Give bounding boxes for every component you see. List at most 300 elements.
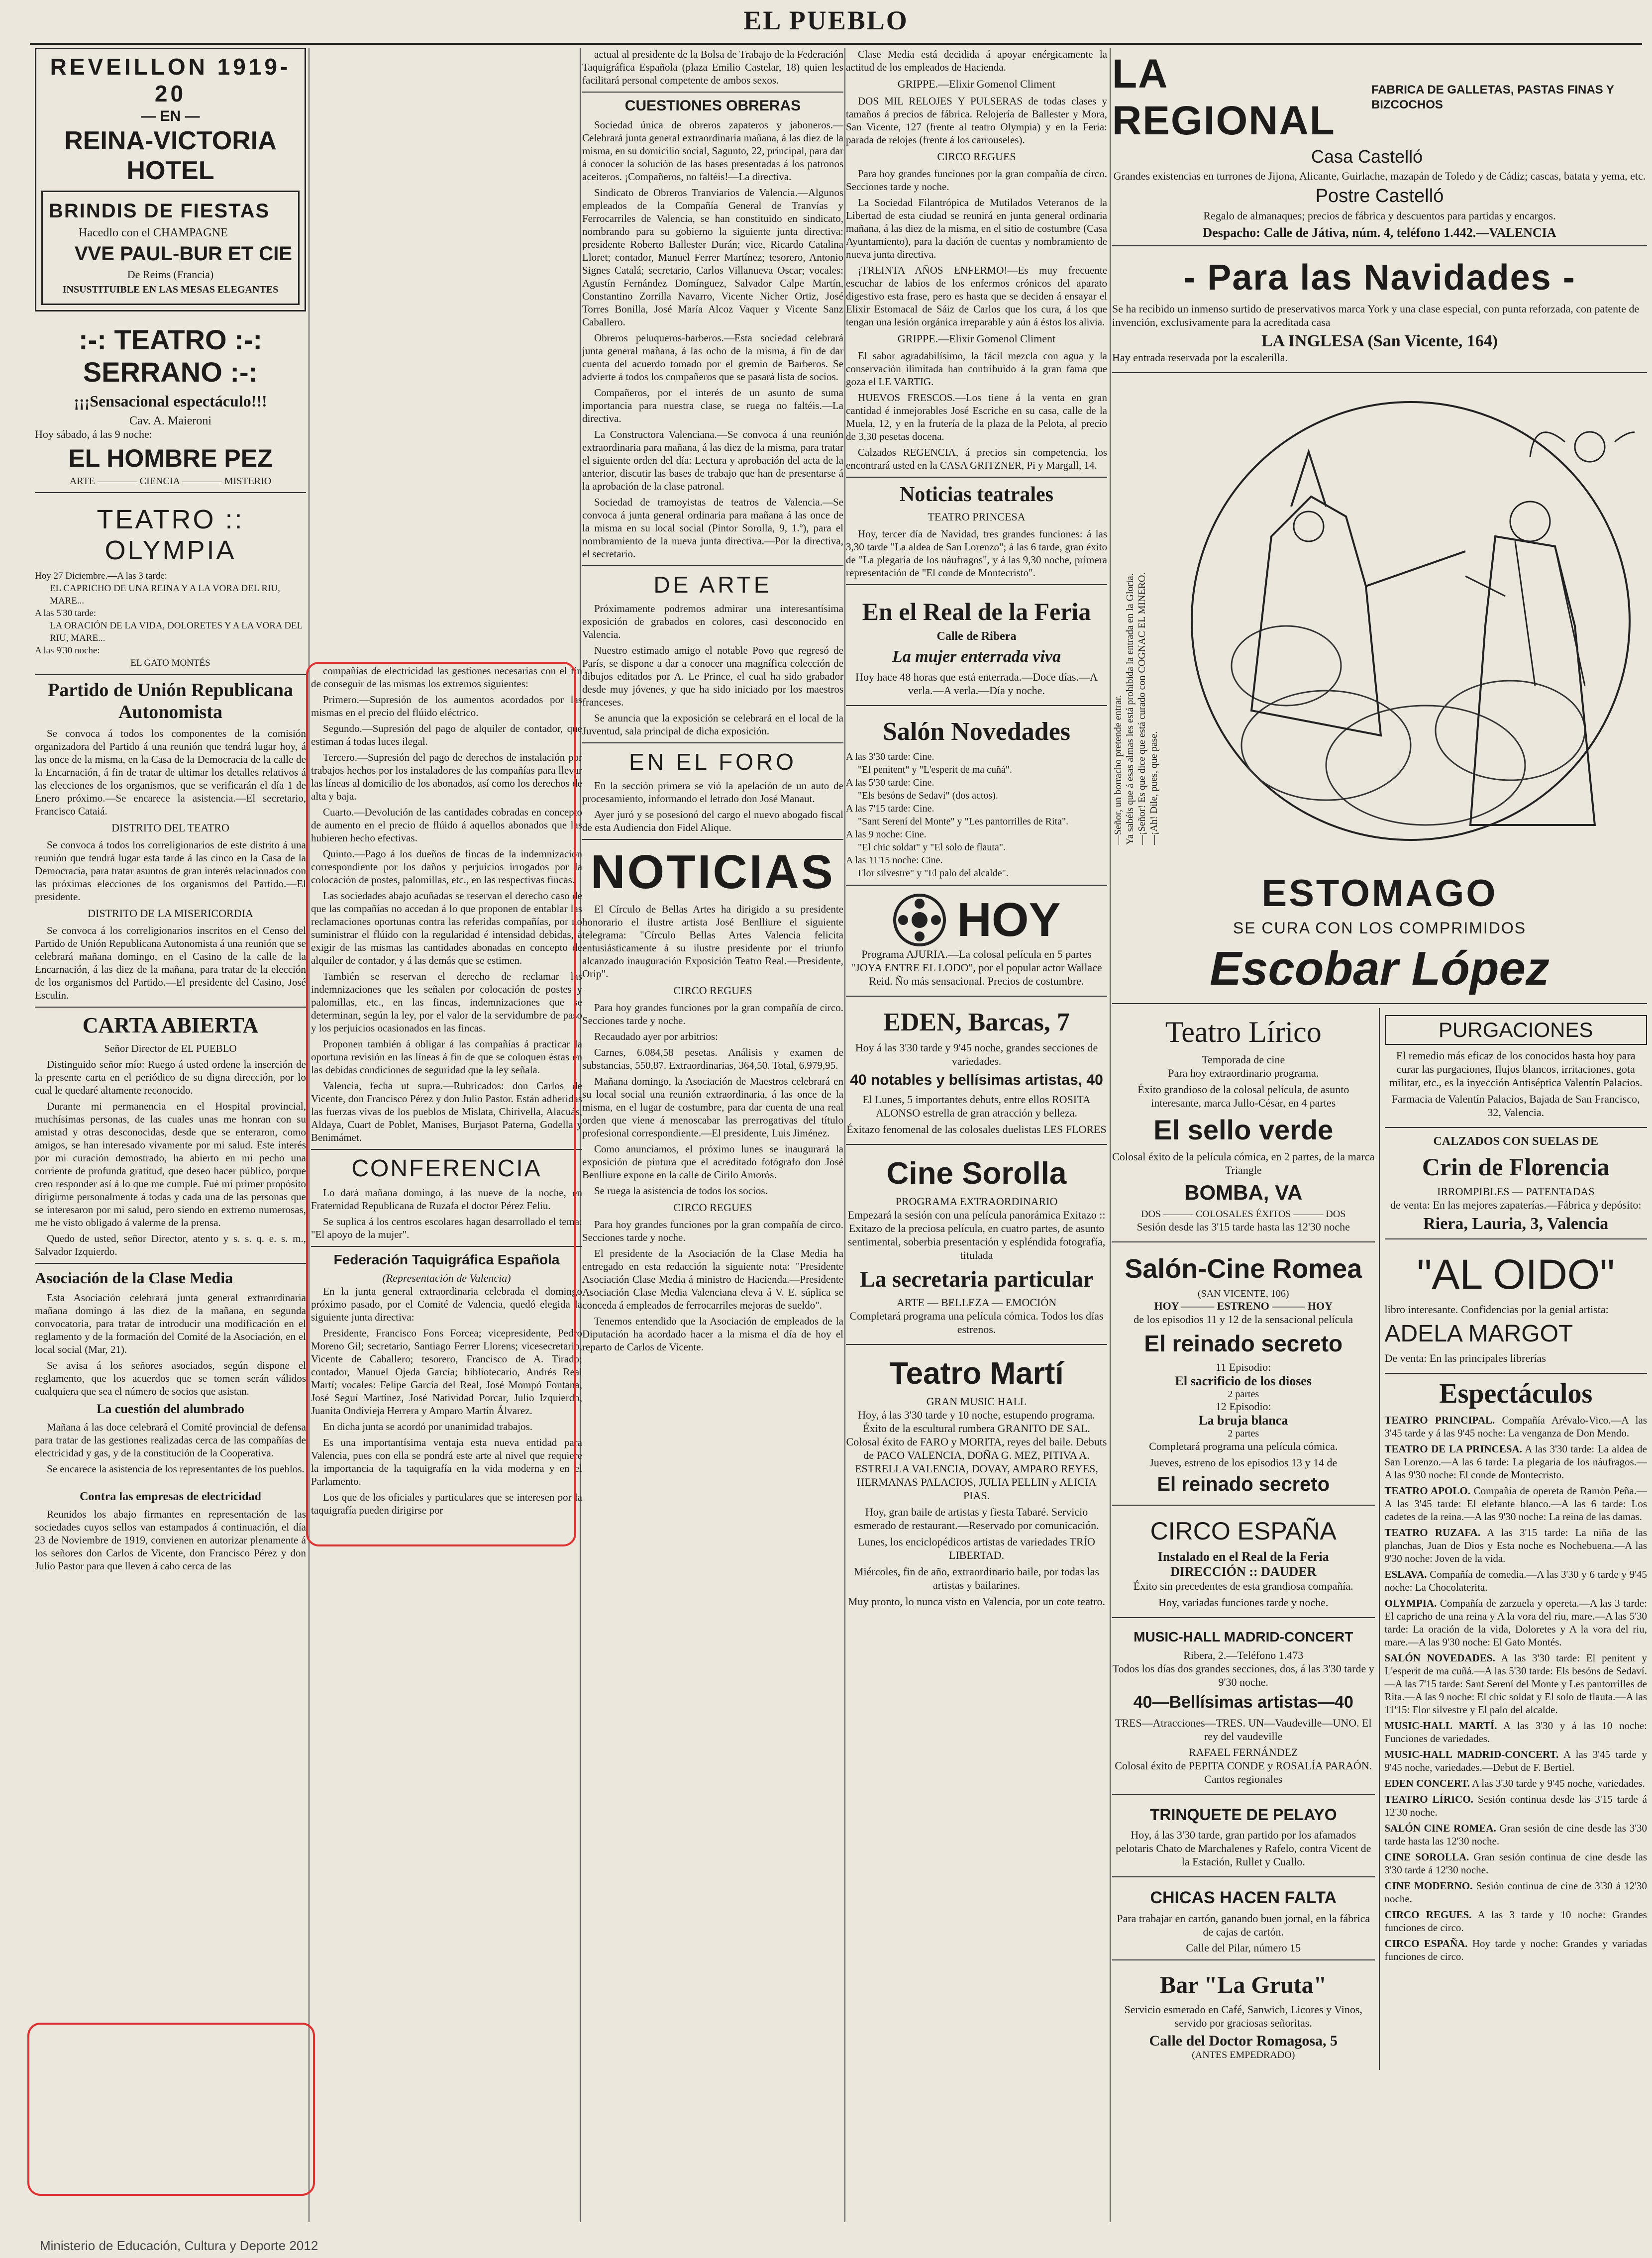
paragraph: Hay entrada reservada por la escalerilla. [1112,351,1288,364]
paragraph: En la sección primera se vió la apelación de un auto de procesamiento, informando el letrado don José Manaut. [582,780,843,805]
asociacion-heading: Asociación de la Clase Media [35,1269,233,1287]
gruta-addr: Calle del Doctor Romagosa, 5 [1149,2033,1338,2049]
separator [35,1007,306,1008]
separator [582,839,843,840]
footer-credit: Ministerio de Educación, Cultura y Deporte 2012 [40,2238,318,2253]
gruta-ant: (ANTES EMPEDRADO) [1192,2050,1295,2060]
hacedlo-text: Hacedlo con el CHAMPAGNE [79,226,228,239]
paragraph: Grandes existencias en turrones de Jijona, Alicante, Guirlache, mazapán de Toledo y de Cádiz; cascas, batata y yema, etc. [1113,170,1646,182]
navidades-heading: - Para las Navidades - [1183,258,1576,298]
espectaculo-text: Compañía de comedia.—A las 3'30 y 6 tarde y 9'45 noche: La Chocolaterita. [1384,1568,1647,1593]
real-feria-sub: Calle de Ribera [936,630,1017,643]
al-oido-ad [1385,1243,1648,1374]
espectaculo-item [1385,1908,1648,1934]
paragraph: Hoy, tercer día de Navidad, tres grandes funciones: á las 3,30 tarde "La aldea de San Lorenzo"; á las 6 tarde, gran éxito de "La plegaria de los náufragos", y á las 9,30 noche, primera representación de "El conde de Montecristo". [846,528,1107,579]
romea-episode: 12 Episodio: [1215,1400,1271,1413]
paragraph: Las sociedades abajo acuñadas se reservan el derecho caso de que las compañías no accedan á lo que proponen de entablar las reclamaciones oportunas contra las referidas compañías, por no suministrar el flúido con la regularidad é intensidad debidas, á exigir de las mismas las cantidades abonadas en concepto de alquiler de contador, y á las demás que se estimen. [311,890,582,966]
espectaculo-text: A las 3'15 tarde: La niña de las planchas, Juan de Dios y Esta noche es Nochebuena.—A las 9'30 noche: Joven de la vida. [1384,1527,1647,1564]
paragraph: Primero.—Supresión de los aumentos acordados por las mismas en el precio del flúido eléctrico. [311,694,582,718]
espectaculo-name: TEATRO RUZAFA. [1384,1527,1481,1539]
paragraph: Se suplica á los centros escolares hagan desarrollado el tema: "El apoyo de la mujer". [311,1216,582,1240]
novedades-line: A las 7'15 tarde: Cine. [846,803,934,814]
illustration-caption [1112,407,1160,845]
espectaculo-item [1385,1414,1648,1439]
paragraph: Próximamente podremos admirar una interesantísima exposición de grabados en colores, casi desconocido en Valencia. [582,603,843,640]
lirico-sub: Temporada de cine [1202,1053,1285,1066]
separator [582,742,843,743]
espectaculo-item [1385,1748,1648,1774]
romea-title-2: El reinado secreto [1157,1473,1330,1495]
obreras-heading: CUESTIONES OBRERAS [624,98,801,114]
espectaculo-text: A las 3'30 y á las 10 noche: Funciones de variedades. [1384,1720,1647,1745]
subheading: DISTRITO DEL TEATRO [111,821,229,834]
romea-title: El reinado secreto [1144,1331,1343,1356]
espectaculos-items [1385,1414,1648,1963]
serrano-hoy: Hoy sábado, á las 9 noche: [35,428,152,440]
paragraph: El Círculo de Bellas Artes ha dirigido a su presidente honorario el ilustre artista José Benlliure el siguiente telegrama: "Círculo Bellas Artes Valencia felicita entusiásticamente á su ilustre presidente por el triunfo alcanzado inauguración Exposición Teatro Real.—Presidente, Orip". [582,903,843,980]
paragraph: HUEVOS FRESCOS.—Los tiene á la venta en gran cantidad é inmejorables José Escriche en su casa, calle de la Muela, 12, y en la frutería de la plaza de la Pelota, al precio de 3,30 pesetas docena. [846,392,1107,442]
paragraph: La Sociedad Filantrópica de Mutilados Veteranos de la Libertad de esta ciudad se reunirá en junta general ordinaria mañana, á las diez de la misma, en el sitio de costumbre (Casa Ayuntamiento), para la dación de cuentas y nombramiento de nueva junta directiva. [846,197,1107,260]
calzados-brand: Crin de Florencia [1422,1153,1610,1181]
novedades-line: "El chic soldat" y "El solo de flauta". [858,842,1006,853]
romea-hoy: HOY ——— ESTRENO ——— HOY [1154,1300,1333,1312]
lirico-heading: Teatro Lírico [1165,1016,1322,1048]
madrid-concert-heading: MUSIC-HALL MADRID-CONCERT [1134,1629,1353,1644]
hoy-ad [846,890,1107,997]
paragraph: Muy pronto, lo nunca visto en Valencia, por un cote teatro. [847,1595,1106,1608]
teatro-lirico-ad [1112,1008,1375,1242]
paragraph: Proponen también á obligar á las compañías á practicar la oportuna revisión en las líneas á fin de que se coloquen éstas en las debidas condiciones de seguridad que la ley señala. [311,1038,582,1076]
subheading: CIRCO REGUES [673,984,752,997]
paragraph: Para hoy grandes funciones por la gran compañía de circo. Secciones tarde y noche. [582,1002,843,1026]
noticias-teatrales [846,483,1107,579]
paragraph: Quinto.—Pago á los dueños de fincas de la indemnización correspondiente por los daños y perjuicios irrogados por la colocación de postes, palomillas, etc., en las respectivas fincas. [311,848,582,886]
col5-right [1385,1008,1648,2070]
olympia-title: TEATRO :: OLYMPIA [97,505,244,565]
romea-episode-parts: 2 partes [1228,1428,1259,1439]
calzados-heading: CALZADOS CON SUELAS DE [1433,1135,1598,1148]
paragraph: Mañana domingo, la Asociación de Maestros celebrará en su local social una reunión extraordinaria, á las once de la misma, en el lugar de costumbre, para dar cuenta de una real orden que viene á menoscabar las prerrogativas del título profesional correspondiente.—El presidente, Luis Jiménez. [582,1075,843,1139]
espectaculo-text: A las 3'30 tarde: La aldea de San Lorenzo.—A las 6 tarde: La plegaria de los náufragos.—A las 9'30 noche: El conde de Montecristo. [1384,1443,1647,1481]
paragraph: Sociedad única de obreros zapateros y jaboneros.—Celebrará junta general extraordinaria mañana, á las diez de la misma, en su domicilio social, Sagunto, 22, principal, para dar á conocer la solución de las bases presentadas á los patronos aceiteros. ¡Compañeros, no faltéis!—La directiva. [582,119,843,183]
romea-episode-title: La bruja blanca [1199,1413,1288,1428]
paragraph: TRES—Atracciones—TRES. UN—Vaudeville—UNO. El rey del vaudeville [1115,1717,1372,1743]
champagne-brand: VVE PAUL-BUR ET CIE [74,243,292,265]
paragraph: Es una importantísima ventaja esta nueva entidad para Valencia, pues con ella se pondrá este arte al nivel que requiere la importancia de la taquigrafía en la vida moderna y en el Parlamento. [311,1437,582,1487]
trinquete-heading: TRINQUETE DE PELAYO [1149,1806,1337,1824]
taquigrafica-sub: (Representación de Valencia) [382,1272,511,1284]
col4-content [846,48,1107,472]
paragraph: Se avisa á los señores asociados, según dispone el reglamento, que los acuerdos que se tomen serán válidos cualquiera que sea el número de socios que asistan. [35,1359,306,1397]
paragraph: Farmacia de Valentín Palacios, Bajada de San Francisco, 32, Valencia. [1391,1093,1640,1119]
paragraph: Sindicato de Obreros Tranviarios de Valencia.—Algunos empleados de la Compañía General de Tranvías y Ferrocarriles de Valencia, se han constituido en sindicato, nombrando para su gobierno la siguiente junta directiva: presidente Roberto Ballester Durán; vice, Ricardo Catalina Lloret; contador, Manuel Ferrer Martínez; tesorero, Antonio Signes Catalá; secretario, Carlos Villanueva Oscar; vocales: Agustín Fernández Domínguez, Salvador Calpe Martín, Constantino Zorrilla Navarro, Vicente Nicher Ortiz, José Torres Bonilla, José María Alcoz Vaquer y Vicente Sanz Caballero. [582,187,843,328]
caption-line: —¡Ah! Dile, pues, que pase. [1148,731,1159,845]
real-feria-heading: En el Real de la Feria [862,598,1091,625]
novedades-line: Flor silvestre" y "El palo del alcalde". [858,868,1009,879]
paragraph: Señor Director de EL PUEBLO [104,1042,237,1054]
gloria-drawing [1187,387,1635,855]
separator [582,92,843,93]
caption-line: —Señor, un borracho pretende entrar. [1113,695,1124,845]
paragraph: En dicha junta se acordó por unanimidad trabajos. [323,1421,533,1433]
espectaculo-item [1385,1568,1648,1594]
paragraph: Valencia, fecha ut supra.—Rubricados: don Carlos de Vicente, don Francisco Pérez y don Julio Pastor. Están adheridas las fuerzas vivas de los pueblos de Mislata, Chirivella, Alacuás, Aldaya, Cuart de Poblet, Manises, Burjasot Paterna, Godella y Benimámet. [311,1080,582,1143]
noticias-heading: NOTICIAS [591,845,835,899]
champagne-origin: De Reims (Francia) [127,268,214,281]
partido-heading: Partido de Unión Republicana Autonomista [47,680,294,722]
espectaculo-item [1385,1879,1648,1905]
serrano-author: Cav. A. Maieroni [129,414,212,427]
espectaculo-text: A las 3 tarde y 10 noche: Grandes funciones de circo. [1384,1909,1647,1934]
espectaculo-item [1385,1526,1648,1565]
arte-heading: DE ARTE [653,572,772,598]
eden-ad [846,1001,1107,1145]
paragraph: Hoy hace 48 horas que está enterrada.—Doce días.—A verla.—A verla.—Día y noche. [855,671,1098,697]
separator [846,584,1107,585]
paragraph: DOS MIL RELOJES Y PULSERAS de todas clases y tamaños á precios de fábrica. Relojería de Ballester y Mora, San Vicente, 127 (frente al teatro Olympia) y en la Feria: parada de relojes (frente á los carrouseles). [846,95,1107,146]
teatro-serrano-ad [35,318,306,493]
paragraph: Nuestro estimado amigo el notable Povo que regresó de París, se dispone a dar a conocer una magnífica colección de dibujos editados por A. Le Prince, el cual ha sido grabador desde muy jóvenes, y que ha sido iniciado por los maestros franceses. [582,644,843,708]
col5-left [1112,1008,1380,2070]
espectaculos-list [1385,1378,1648,1963]
chicas-ad [1112,1881,1375,1960]
sorolla-title: La secretaria particular [859,1266,1094,1292]
madrid-concert-ad [1112,1622,1375,1795]
chicas-heading: CHICAS HACEN FALTA [1150,1888,1337,1907]
al-oido-heading: "AL OIDO" [1417,1251,1615,1298]
champagne-tagline: INSUSTITUIBLE EN LAS MESAS ELEGANTES [62,284,279,295]
al-oido-name: ADELA MARGOT [1384,1321,1573,1347]
cognac-illustration [1112,377,1647,865]
paragraph: Éxitazo fenomenal de las colosales duelistas LES FLORES [846,1123,1107,1135]
paragraph: Quedo de usted, señor Director, atento y s. s. q. e. s. m., Salvador Izquierdo. [35,1232,306,1257]
espectaculos-heading: Espectáculos [1439,1378,1593,1409]
espectaculo-name: ESLAVA. [1384,1568,1427,1580]
madrid-concert-artist: RAFAEL FERNÁNDEZ [1189,1746,1298,1758]
conferencia-heading: CONFERENCIA [351,1155,542,1182]
espectaculo-item [1385,1719,1648,1745]
paragraph: El sabor agradabilísimo, la fácil mezcla con agua y la conservación ilimitada han contribuido á la gran fama que goza el LE VARTIG. [846,350,1107,388]
caption-line: —¡Señor! Es que dice que está curado con COGNAC EL MINERO. [1136,572,1147,845]
paragraph: Colosal éxito de PEPITA CONDE y ROSALÍA PARAÓN. Cantos regionales [1115,1759,1372,1785]
espectaculo-item [1385,1442,1648,1481]
paragraph: Servicio esmerado en Café, Sanwich, Licores y Vinos, servido por graciosas señoritas. [1124,2003,1362,2029]
separator [582,565,843,566]
novedades-line: A las 9 noche: Cine. [846,829,927,840]
espectaculo-name: CINE MODERNO. [1384,1880,1473,1892]
paragraph: actual al presidente de la Bolsa de Trabajo de la Federación Taquigráfica Española (plaza Emilio Castelar, 18) quien les facilitará personal competente de ambos sexos. [582,48,843,86]
espectaculo-text: A las 3'30 tarde y 9'45 noche, variedades. [1472,1777,1645,1789]
espectaculo-text: A las 3'30 tarde: El penitent y L'esperit de ma cuñá.—A las 5'30 tarde: Els besóns de Sedaví.—A las 7'15 tarde: Sant Serení del Monte y Les pantorrilles de Rita.—A las 9 noche: El chic soldat y El solo de flauta.—A las 11'15: Flor silvestre y El palo del alcalde. [1384,1652,1647,1716]
paragraph: El presidente de la Asociación de la Clase Media ha entregado en esta redacción la siguiente nota: "Presidente Asociación Clase Media á ministro de Hacienda.—Presidente Asociación Clase Media Valenciana eleva á V. E. súplica se conceda á empleados de ferrocarriles mejoras de sueldo". [582,1247,843,1311]
espectaculo-text: Compañía de zarzuela y opereta.—A las 3 tarde: El capricho de una reina y A la vora del riu, mare.—A las 5'30 tarde: La oración de la vida, Doloretes y A la vora del riu, mare.—A las 9'30 noche: El Gato Montés. [1384,1597,1647,1648]
marti-sub: GRAN MUSIC HALL [926,1395,1027,1408]
paragraph: Presidente, Francisco Fons Forcea; vicepresidente, Pedro Moreno Gil; secretario, Santiago Ferrer Llorens; vicesecretario, Vicente de Caballero; tesorero, Francisco de A. Tirado; contador, Manuel Ojeda García; bibliotecario, Andrés Real Martí; vocales: Felipe García del Real, José Mompó Fontana, José Seguí Martínez, José Natividad Porcar, Julio Izquierdo, Juanita Ondivieja Herrera y Amparo Martín Álvarez. [311,1327,582,1417]
paragraph: de venta: En las mejores zapaterías.—Fábrica y depósito: [1390,1199,1642,1211]
paragraph: de los episodios 11 y 12 de la sensacional película [1134,1313,1353,1326]
romea-heading: Salón-Cine Romea [1125,1254,1362,1284]
novedades-heading: Salón Novedades [882,718,1071,746]
paragraph: Ayer juró y se posesionó del cargo el nuevo abogado fiscal de esta Audiencia don Fidel Alique. [582,809,843,833]
paragraph: Hoy, gran baile de artistas y fiesta Tabaré. Servicio esmerado de restaurant.—Reservado por comunicación. [854,1506,1099,1532]
asociacion-article [35,1269,306,1572]
novedades-line: A las 11'15 noche: Cine. [846,855,943,866]
novedades-line: A las 3'30 tarde: Cine. [846,751,934,762]
espectaculo-name: CIRCO REGUES. [1384,1909,1472,1921]
salon-romea-ad [1112,1246,1375,1506]
paragraph: Se ruega la asistencia de todos los socios. [594,1185,768,1197]
column-divider [1110,48,1111,2222]
paragraph: Clase Media está decidida á apoyar enérgicamente la actitud de los empleados de Hacienda. [846,48,1107,73]
highlight-box [306,662,576,1546]
espectaculo-text: Sesión continua desde las 3'15 tarde á 12'30 noche. [1384,1793,1647,1818]
paragraph: Se convoca á los correligionarios inscritos en el Censo del Partido de Unión Republicana Autonomista á una reunión que se celebrará mañana domingo, en el Casino de la calle de la Encarnación, á las diez de la mañana, para tratar de la elección de los organismos del Partido.—El presidente del Casino, José Esculin. [35,924,306,1001]
paragraph: Cuarto.—Devolución de las cantidades cobradas en concepto de aumento en el precio de flúido á aquellos abonados que las hubieren hecho efectivas. [311,806,582,844]
calzados-ad [1385,1132,1648,1239]
paragraph: Se convoca á todos los componentes de la comisión organizadora del Partido á una reunión que tendrá lugar hoy, á las once de la misma, en la Casa de la Democracia de la calle de la Encarnación, á fin de tratar de ultimar los detalles relativos á las elecciones de los organismos, que se verificarán el día 1 de Enero próximo.—Se encarece la asistencia.—El secretario, Francisco Cataiá. [35,727,306,817]
romea-episode-title: El sacrificio de los dioses [1175,1374,1312,1388]
paragraph: Durante mi permanencia en el Hospital provincial, muchísimas personas, de las cuales unas me honran con su amistad y otras desconocidas, desde que se enteraron, como amigos, se han interesado vivamente por mi salud. Este interés por mi curación demostrado, ha abierto en mi pecho una corriente de profunda gratitud, que deseo hacer público, porque creo responder así á lo que me cumple. Fué mi primer propósito dirigirme personalmente á todas y cada una de las personas que se interesaron por mi salud, pero siendo en extremo numerosas, me he visto obligado á valerme de la prensa. [35,1100,306,1229]
reveillon-title: REVEILLON 1919-20 [50,54,291,106]
novedades-line: "Els besóns de Sedaví" (dos actos). [858,790,998,801]
col3-content [582,48,843,1353]
paragraph: Se encarece la asistencia de los representantes de los pueblos. [47,1463,305,1475]
espectaculo-name: TEATRO PRINCIPAL. [1384,1414,1495,1426]
espectaculo-name: MUSIC-HALL MARTÍ. [1384,1720,1497,1732]
paragraph: Jueves, estreno de los episodios 13 y 14 de [1149,1456,1338,1469]
espectaculo-text: Compañía Arévalo-Vico.—A las 3'45 tarde y á las 9'45 noche: La venganza de Don Mendo. [1384,1414,1647,1439]
top-rule [30,43,1642,45]
paragraph: En la junta general extraordinaria celebrada el domingo próximo pasado, por el Comité de Valencia, quedó elegida la siguiente junta directiva: [311,1285,582,1323]
trinquete-ad [1112,1799,1375,1877]
espectaculo-name: TEATRO LÍRICO. [1384,1793,1473,1805]
paragraph: Se anuncia que la exposición se celebrará en el local de la Juventud, sala principal de dicha exposición. [582,712,843,737]
paragraph: Regalo de almanaques; precios de fábrica y descuentos para partidas y encargos. [1203,209,1556,222]
column-3 [582,48,843,2218]
subheading: CIRCO REGUES [937,150,1016,163]
espectaculo-text: Gran sesión de cine desde las 3'30 tarde hasta las 12'30 noche. [1384,1822,1647,1847]
espectaculo-name: SALÓN NOVEDADES. [1384,1652,1495,1664]
paragraph: Completará programa una película cómica. [1149,1440,1338,1452]
serrano-tags: ARTE ———— CIENCIA ———— MISTERIO [69,476,272,487]
espectaculo-text: Hoy tarde y noche: Grandes y variadas funciones de circo. [1384,1938,1647,1962]
espectaculo-item [1385,1651,1648,1716]
paragraph: libro interesante. Confidencias por la genial artista: [1384,1303,1609,1316]
paragraph: Recaudado ayer por arbitrios: [594,1030,718,1042]
paragraph: Obreros peluqueros-barberos.—Esta sociedad celebrará junta general mañana, á las ocho de la misma, á fin de dar cuenta del acuerdo tomado por el gremio de Barberos. Se advierte á todos los compañeros que se pasará lista de socios. [582,332,843,383]
circo-dir: DIRECCIÓN :: DAUDER [1170,1564,1317,1579]
paragraph: Se ha recibido un inmenso surtido de preservativos marca York y una clase especial, con punta reforzada, con patente de invención, exclusivamente para la acreditada casa [1112,303,1640,328]
serrano-show: EL HOMBRE PEZ [68,444,273,472]
regional-side: FABRICA DE GALLETAS, PASTAS FINAS Y BIZCOCHOS [1371,83,1614,111]
olympia-line: A las 5'30 tarde: [35,608,97,618]
salon-novedades-ad [846,710,1107,886]
estomago-ad [1112,865,1647,1004]
lirico-bomba: BOMBA, VA [1184,1181,1303,1204]
gruta-heading: Bar "La Gruta" [1160,1972,1327,1998]
paragraph: Hoy, á las 3'30 tarde y 10 noche, estupendo programa. Éxito de la escultural rumbera GRANITO DE SAL. Colosal éxito de FARO y MORITA, reyes del baile. Debuts de PACO VALENCIA, DOÑA G. MEZ, PITIVA A. ESTRELLA VALENCIA, DOVAY, AMPARO REYES, HERMANAS PALACIOS, JULIA PELLIN y ALICIA PIAS. [846,1409,1107,1502]
column-1 [35,48,306,2218]
navidades-ad [1112,250,1647,373]
olympia-line: EL CAPRICHO DE UNA REINA Y A LA VORA DEL RIU, MARE... [50,583,280,606]
paragraph: También se reservan el derecho de reclamar las indemnizaciones que les señalen por colocación de postes y palomillas, etc., en las fincas, indemnizaciones que se determinan, según la ley, por el valor de la servidumbre de paso y los perjuicios ocasionados en las fincas. [311,970,582,1034]
paragraph: Los que de los oficiales y particulares que se interesen por la taquigrafía pueden dirigirse por [311,1491,582,1516]
paragraph: Éxito grandioso de la colosal película, de asunto interesante, marca Jullo-César, en 4 partes [1137,1083,1349,1109]
paragraph: Se convoca á todos los correligionarios de este distrito á una reunión que tendrá lugar esta tarde á las cinco en la Casa de la Democracia, para tratar asuntos de gran interés relacionados con las próximas elecciones de los organismos del Partido.—El presidente. [35,839,306,903]
novedades-line: "Sant Serení del Monte" y "Les pantorrilles de Rita". [858,816,1069,827]
paragraph: Sesión desde las 3'15 tarde hasta las 12'30 noche [1136,1221,1350,1233]
paragraph: Para hoy grandes funciones por la gran compañía de circo. Secciones tarde y noche. [846,168,1107,193]
paragraph: ¡TREINTA AÑOS ENFERMO!—Es muy frecuente escuchar de labios de los enfermos crónicos del aparato digestivo esta frase, pero es hasta que se deciden á ensayar el Elixir Estomacal de Sáiz de Carlos que los cura, á los que tengan una lesión orgánica irreparable y aún á éstos los alivia. [846,264,1107,328]
paragraph: De venta: En las principales librerías [1384,1352,1546,1364]
subheading: GRIPPE.—Elixir Gomenol Climent [897,78,1056,90]
subheading: Contra las empresas de electricidad [80,1490,261,1503]
estomago-sub: SE CURA CON LOS COMPRIMIDOS [1233,919,1527,937]
marti-heading: Teatro Martí [889,1356,1064,1391]
real-feria-ad [846,590,1107,706]
paragraph: Sociedad de tramoyistas de teatros de Valencia.—Se convoca á junta general ordinaria para mañana á las once de la misma en su local social (Pintor Sorolla, 9, 1.º), para el nombramiento de la nueva junta directiva.—Por la directiva, el secretario. [582,496,843,560]
taquigrafica-heading: Federación Taquigráfica Española [333,1252,560,1267]
subheading: GRIPPE.—Elixir Gomenol Climent [897,332,1056,345]
column-divider [844,48,845,2222]
romea-episode: 11 Episodio: [1216,1361,1271,1373]
brindis-heading: BRINDIS DE FIESTAS [49,200,270,222]
paragraph: Carnes, 6.084,58 pesetas. Análisis y examen de substancias, 550,87. Extraordinarias, 364,50. Total, 6.979,95. [582,1046,843,1071]
espectaculo-name: TEATRO APOLO. [1384,1485,1470,1497]
sorolla-tags: ARTE — BELLEZA — EMOCIÓN [896,1296,1057,1309]
espectaculo-item [1385,1822,1648,1847]
espectaculo-name: CIRCO ESPAÑA. [1384,1938,1468,1950]
paragraph: Hoy, á las 3'30 tarde, gran partido por los afamados pelotaris Chato de Marchalenes y Rafelo, contra Vicent de la Estación, Rullet y Cuallo. [1116,1829,1371,1868]
paragraph: Calzados REGENCIA, á precios sin competencia, los encontrará usted en la CASA GRITZNER, Pi y Margall, 14. [846,446,1107,471]
eden-heading: EDEN, Barcas, 7 [883,1008,1070,1036]
regional-heading: LA REGIONAL [1112,51,1336,143]
serrano-title: :-: TEATRO :-: SERRANO :-: [78,324,263,388]
paragraph: Miércoles, fin de año, extraordinario baile, por todas las artistas y bailarines. [853,1565,1099,1591]
caption-line: Ya sabéis que á esas almas les está prohibida la entrada en la Gloria. [1125,573,1136,845]
partido-article [35,679,306,1002]
romea-episode-parts: 2 partes [1228,1389,1259,1400]
subheading: DISTRITO DE LA MISERICORDIA [88,907,253,920]
olympia-line: Hoy 27 Diciembre.—A las 3 tarde: [35,571,167,581]
paragraph: Compañeros, por el interés de un asunto de suma importancia para nuestra clase, se ruega no faltéis.—La directiva. [582,387,843,424]
highlight-box [27,2023,315,2196]
olympia-line: A las 9'30 noche: [35,645,100,656]
paragraph: Mañana á las doce celebrará el Comité provincial de defensa para tratar de las gestiones realizadas cerca de las compañías de electricidad y gas, y de la constitución de la Cooperativa. [35,1421,306,1459]
calzados-sub: IRROMPIBLES — PATENTADAS [1437,1185,1595,1198]
paragraph: Hoy, variadas funciones tarde y noche. [1158,1596,1329,1609]
olympia-line: LA ORACIÓN DE LA VIDA, DOLORETES Y A LA VORA DEL RIU, MARE... [50,620,303,643]
champagne-ad [41,191,300,305]
paragraph: Tercero.—Supresión del pago de derechos de instalación por trabajos hechos por los instaladores de las compañías para llevar las líneas al domicilio de los abonados, así como los derechos de alta y baja. [311,751,582,802]
circo-heading: CIRCO ESPAÑA [1150,1517,1337,1545]
estomago-brand: Escobar López [1210,942,1549,995]
cine-sorolla-ad [846,1149,1107,1345]
film-reel-icon [892,893,947,947]
paragraph: Éxito sin precedentes de esta grandiosa compañía. [1133,1580,1353,1592]
paragraph: Lunes, los enciclopédicos artistas de variedades TRÍO LIBERTAD. [858,1536,1095,1561]
espectaculo-name: TEATRO DE LA PRINCESA. [1384,1443,1522,1455]
paragraph: Programa AJURIA.—La colosal película en 5 partes "JOYA ENTRE EL LODO", por el popular actor Wallace Reid. Ño más sensacional. Precios de costumbre. [851,948,1102,987]
subheading: TEATRO PRINCESA [928,511,1026,523]
espectaculo-text: Sesión continua de cine de 3'30 á 12'30 noche. [1384,1880,1647,1905]
madrid-concert-sub: Ribera, 2.—Teléfono 1.473 [1183,1649,1304,1661]
paragraph: Para trabajar en cartón, ganando buen jornal, en la fábrica de cajas de cartón. [1117,1912,1370,1938]
regional-despacho: Despacho: Calle de Játiva, núm. 4, teléfono 1.442.—VALENCIA [1203,225,1556,240]
espectaculo-item [1385,1484,1648,1523]
purgaciones-ad [1385,1008,1648,1128]
chicas-addr: Calle del Pilar, número 15 [1186,1942,1301,1954]
calzados-addr: Riera, Lauria, 3, Valencia [1423,1215,1609,1233]
paragraph: Completará programa una película cómica. Todos los días estrenos. [849,1310,1104,1335]
subheading: La cuestión del alumbrado [97,1402,244,1416]
espectaculo-item [1385,1937,1648,1963]
real-feria-title: La mujer enterrada viva [892,647,1061,666]
purgaciones-heading: PURGACIONES [1385,1015,1648,1045]
paragraph: compañías de electricidad las gestiones necesarias con el fin de conseguir de las mismas los extremos siguientes: [311,665,582,690]
foro-heading: EN EL FORO [629,749,797,775]
separator [846,477,1107,478]
sorolla-heading: Cine Sorolla [886,1156,1067,1191]
sorolla-sub: PROGRAMA EXTRAORDINARIO [895,1195,1058,1208]
subheading: CIRCO REGUES [673,1201,752,1214]
lirico-title: El sello verde [1153,1114,1334,1145]
masthead: EL PUEBLO [743,5,909,35]
paragraph: La Constructora Valenciana.—Se convoca á una reunión extraordinaria para mañana, á las diez de la misma, para tratar el siguiente orden del día: Lectura y aprobación del acta de la anterior, discutir las bases de trabajo que han de presentarse á la aprobación de la clase patronal. [582,428,843,492]
lirico-dos: DOS ——— COLOSALES ÉXITOS ——— DOS [1141,1209,1346,1220]
paragraph: Reunidos los abajo firmantes en representación de las sociedades cuyos sellos van estampados á continuación, el día 23 de Noviembre de 1919, convienen en autorizar plenamente á los señores don Carlos de Vicente, don Francisco Pérez y don Julio Pastor para que lleven á cabo cerca de las [35,1508,306,1572]
circo-espana-ad [1112,1510,1375,1618]
column-4 [846,48,1107,2218]
paragraph: Colosal éxito de la película cómica, en 2 partes, de la marca Triangle [1112,1150,1375,1176]
paragraph: Para hoy grandes funciones por la gran compañía de circo. Secciones tarde y noche. [582,1219,843,1243]
romea-sub: (SAN VICENTE, 106) [1197,1288,1289,1299]
espectaculo-name: MUSIC-HALL MADRID-CONCERT. [1384,1748,1559,1760]
la-regional-ad [1112,48,1647,246]
hoy-heading: HOY [957,893,1061,946]
olympia-line: EL GATO MONTÉS [130,658,210,668]
estomago-heading: ESTOMAGO [1261,872,1498,915]
madrid-concert-big: 40—Bellísimas artistas—40 [1133,1693,1353,1712]
reveillon-ad [35,48,306,311]
paragraph: Como anunciamos, el próximo lunes se inaugurará la exposición de pintura que el acreditado fotógrafo don José Benlliure expone en la calle de Cirilo Amorós. [582,1143,843,1181]
carta-article [35,1013,306,1258]
espectaculo-text: Gran sesión continua de cine desde las 3'30 tarde á 12'30 noche. [1384,1851,1647,1876]
la-gruta-ad [1112,1964,1375,2066]
eden-sub: 40 notables y bellísimas artistas, 40 [850,1072,1103,1088]
espectaculo-name: OLYMPIA. [1384,1597,1437,1609]
paragraph: Tenemos entendido que la Asociación de empleados de la Diputación ha acordado hacer a la misma el día de hoy el reparto de Carlos de Vicente. [582,1315,843,1353]
paragraph: Empezará la sesión con una película panorámica Exitazo :: Exitazo de la preciosa película, en cuatro partes, de asunto sentimental, soberbia presentación y espléndida fotografía, titulada [847,1209,1106,1261]
espectaculo-item [1385,1777,1648,1790]
reveillon-hotel: REINA-VICTORIA HOTEL [64,126,277,185]
navidades-inglesa: LA INGLESA (San Vicente, 164) [1261,332,1498,350]
paragraph: Todos los días dos grandes secciones, dos, á las 3'30 tarde y 9'30 noche. [1112,1662,1374,1688]
reveillon-en: — EN — [141,108,200,124]
novedades-line: A las 5'30 tarde: Cine. [846,777,934,788]
paragraph: Para hoy extraordinario programa. [1168,1067,1319,1079]
separator [35,1263,306,1264]
circo-sub: Instalado en el Real de la Feria [1157,1549,1329,1564]
paragraph: El remedio más eficaz de los conocidos hasta hoy para curar las purgaciones, flujos blancos, irritaciones, gota militar, etc., es la inyección Antiséptica Valentín Palacios. [1389,1049,1643,1089]
teatro-olympia-ad [35,497,306,675]
espectaculo-item [1385,1597,1648,1648]
column-5 [1112,48,1647,2218]
paragraph: Hoy á las 3'30 tarde y 9'45 noche, grandes secciones de variedades. [855,1041,1098,1067]
paragraph: Lo dará mañana domingo, á las nueve de la noche, en Fraternidad Republicana de Ruzafa el doctor Pérez Feliu. [311,1187,582,1212]
espectaculo-item [1385,1793,1648,1819]
novedades-line: "El penitent" y "L'esperit de ma cuñá". [858,764,1013,775]
